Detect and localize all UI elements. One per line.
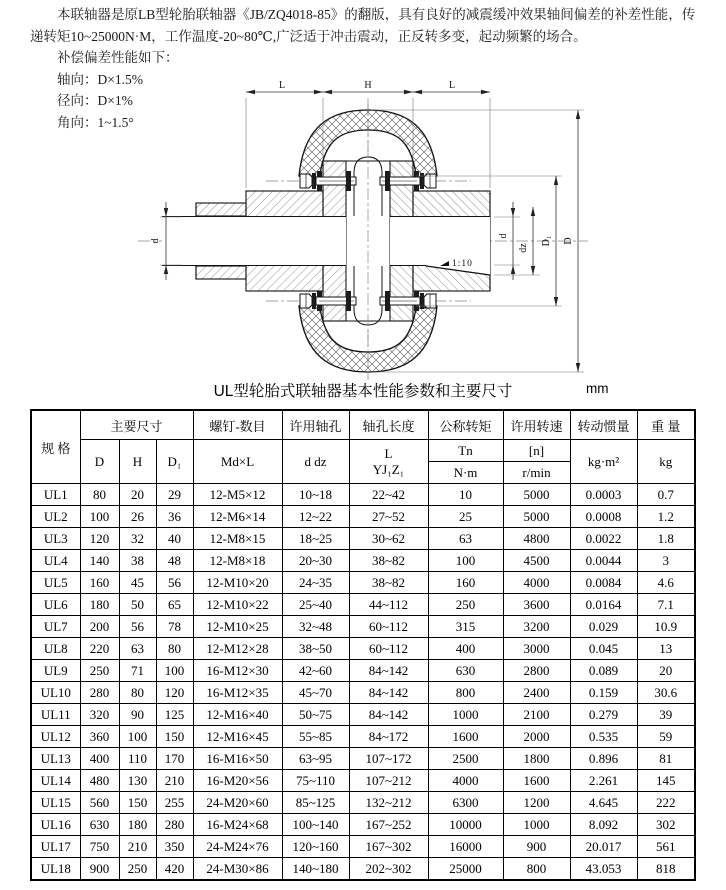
table-cell: 1.2 bbox=[637, 506, 695, 528]
col-h: H bbox=[119, 440, 156, 484]
table-cell: 43.053 bbox=[570, 858, 637, 881]
table-cell: UL3 bbox=[31, 528, 80, 550]
table-cell: 250 bbox=[428, 594, 503, 616]
axial-deviation: 轴向：D×1.5% bbox=[57, 71, 143, 87]
table-cell: 800 bbox=[503, 858, 570, 881]
table-cell: 0.535 bbox=[570, 726, 637, 748]
table-cell: 0.029 bbox=[570, 616, 637, 638]
table-cell: 12~22 bbox=[282, 506, 349, 528]
table-row bbox=[31, 704, 695, 726]
table-cell: 12-M8×18 bbox=[193, 550, 282, 572]
table-row bbox=[31, 572, 695, 594]
table-cell: 38~82 bbox=[349, 572, 428, 594]
table-cell: UL2 bbox=[31, 506, 80, 528]
table-cell: 4000 bbox=[503, 572, 570, 594]
table-cell: 100 bbox=[156, 660, 193, 682]
table-cell: 24-M24×76 bbox=[193, 836, 282, 858]
table-row bbox=[31, 792, 695, 814]
table-cell: 1200 bbox=[503, 792, 570, 814]
table-cell: 100 bbox=[119, 726, 156, 748]
table-unit: mm bbox=[586, 381, 609, 396]
table-cell: UL17 bbox=[31, 836, 80, 858]
table-cell: 250 bbox=[80, 660, 119, 682]
table-header bbox=[31, 410, 695, 484]
table-cell: 10000 bbox=[428, 814, 503, 836]
table-cell: 210 bbox=[156, 770, 193, 792]
table-cell: 16000 bbox=[428, 836, 503, 858]
table-row bbox=[31, 682, 695, 704]
table-cell: 45~70 bbox=[282, 682, 349, 704]
col-d: D bbox=[80, 440, 119, 484]
table-cell: 84~142 bbox=[349, 660, 428, 682]
table-cell: 280 bbox=[156, 814, 193, 836]
table-cell: UL6 bbox=[31, 594, 80, 616]
col-speed-symbol: [n] bbox=[503, 440, 570, 462]
table-cell: 120 bbox=[156, 682, 193, 704]
table-cell: 75~110 bbox=[282, 770, 349, 792]
table-cell: 0.0022 bbox=[570, 528, 637, 550]
table-cell: UL12 bbox=[31, 726, 80, 748]
col-torque-unit: N·m bbox=[428, 462, 503, 484]
table-cell: 63~95 bbox=[282, 748, 349, 770]
table-cell: 8.092 bbox=[570, 814, 637, 836]
col-bore-length: 轴孔长度 bbox=[349, 410, 428, 440]
angular-deviation: 角向：1~1.5° bbox=[57, 114, 134, 130]
table-cell: 60~112 bbox=[349, 616, 428, 638]
table-cell: 44~112 bbox=[349, 594, 428, 616]
dim-label-l-left: L bbox=[278, 80, 286, 91]
table-cell: 3200 bbox=[503, 616, 570, 638]
table-cell: 80 bbox=[119, 682, 156, 704]
table-cell: 160 bbox=[80, 572, 119, 594]
table-cell: 30~62 bbox=[349, 528, 428, 550]
dim-label-d-outer: D bbox=[563, 237, 574, 245]
table-cell: 2100 bbox=[503, 704, 570, 726]
table-cell: 80 bbox=[80, 484, 119, 506]
dim-label-d1: D₁ bbox=[541, 235, 552, 247]
table-row bbox=[31, 770, 695, 792]
dim-label-d-left: d bbox=[150, 238, 161, 244]
table-cell: UL11 bbox=[31, 704, 80, 726]
table-body bbox=[31, 484, 695, 881]
table-cell: 360 bbox=[80, 726, 119, 748]
col-bore-sub: d dz bbox=[282, 440, 349, 484]
table-cell: 200 bbox=[80, 616, 119, 638]
col-screws-sub: Md×L bbox=[193, 440, 282, 484]
table-cell: 3 bbox=[637, 550, 695, 572]
dim-label-l-right: L bbox=[448, 80, 456, 91]
table-cell: 420 bbox=[156, 858, 193, 881]
table-row bbox=[31, 836, 695, 858]
table-cell: 10 bbox=[428, 484, 503, 506]
table-cell: 160 bbox=[428, 572, 503, 594]
table-cell: 26 bbox=[119, 506, 156, 528]
table-cell: 150 bbox=[156, 726, 193, 748]
table-cell: 16-M16×50 bbox=[193, 748, 282, 770]
table-cell: 560 bbox=[80, 792, 119, 814]
table-cell: 25 bbox=[428, 506, 503, 528]
table-row bbox=[31, 528, 695, 550]
dim-label-dz: dz bbox=[518, 243, 529, 253]
table-cell: 1.8 bbox=[637, 528, 695, 550]
bore-length-types: YJ₁Z₁ bbox=[372, 461, 405, 477]
table-cell: UL8 bbox=[31, 638, 80, 660]
table-cell: 90 bbox=[119, 704, 156, 726]
table-cell: 12-M10×22 bbox=[193, 594, 282, 616]
table-cell: 167~302 bbox=[349, 836, 428, 858]
table-cell: 4800 bbox=[503, 528, 570, 550]
col-bore-length-sub bbox=[349, 440, 428, 484]
col-inertia-unit: kg·m² bbox=[570, 440, 637, 484]
col-inertia: 转动惯量 bbox=[570, 410, 637, 440]
table-cell: 25000 bbox=[428, 858, 503, 881]
table-cell: 3600 bbox=[503, 594, 570, 616]
table-cell: 4.6 bbox=[637, 572, 695, 594]
table-row bbox=[31, 506, 695, 528]
table-cell: 50~75 bbox=[282, 704, 349, 726]
table-cell: 0.0084 bbox=[570, 572, 637, 594]
table-row bbox=[31, 858, 695, 881]
table-row bbox=[31, 726, 695, 748]
table-cell: 12-M5×12 bbox=[193, 484, 282, 506]
table-cell: 120 bbox=[80, 528, 119, 550]
table-cell: 302 bbox=[637, 814, 695, 836]
table-cell: 50 bbox=[119, 594, 156, 616]
table-title: UL型轮胎式联轴器基本性能参数和主要尺寸 bbox=[213, 383, 513, 400]
table-cell: 56 bbox=[156, 572, 193, 594]
table-cell: 4000 bbox=[428, 770, 503, 792]
table-cell: 13 bbox=[637, 638, 695, 660]
table-cell: 0.0164 bbox=[570, 594, 637, 616]
table-cell: 900 bbox=[503, 836, 570, 858]
table-title-row bbox=[0, 379, 726, 403]
table-cell: 4.645 bbox=[570, 792, 637, 814]
table-cell: 350 bbox=[156, 836, 193, 858]
table-cell: 85~125 bbox=[282, 792, 349, 814]
table-cell: 38 bbox=[119, 550, 156, 572]
table-cell: 27~52 bbox=[349, 506, 428, 528]
table-cell: 0.089 bbox=[570, 660, 637, 682]
table-cell: 81 bbox=[637, 748, 695, 770]
table-cell: UL1 bbox=[31, 484, 80, 506]
table-cell: UL10 bbox=[31, 682, 80, 704]
table-cell: 63 bbox=[119, 638, 156, 660]
taper-label: 1:10 bbox=[452, 259, 473, 269]
table-cell: 630 bbox=[80, 814, 119, 836]
col-speed-unit: r/min bbox=[503, 462, 570, 484]
table-cell: 2500 bbox=[428, 748, 503, 770]
table-cell: 16-M24×68 bbox=[193, 814, 282, 836]
table-cell: 40 bbox=[156, 528, 193, 550]
coupling-diagram bbox=[116, 76, 598, 382]
table-cell: 16-M12×35 bbox=[193, 682, 282, 704]
table-cell: 400 bbox=[428, 638, 503, 660]
table-row bbox=[31, 660, 695, 682]
intro-paragraph: 本联轴器是原LB型轮胎联轴器《JB/ZQ4018-85》的翻版，具有良好的减震缓冲效果轴间偏差的补差性能，传递转矩10~25000N·M，工作温度-20~80℃,广泛适于冲击震动，正反转多变，起动频繁的场合。 bbox=[30, 7, 696, 44]
table-cell: 20.017 bbox=[570, 836, 637, 858]
table-cell: 45 bbox=[119, 572, 156, 594]
col-weight-unit: kg bbox=[637, 440, 695, 484]
table-cell: UL4 bbox=[31, 550, 80, 572]
intro-subtitle: 补偿偏差性能如下： bbox=[57, 50, 179, 65]
table-cell: 1600 bbox=[503, 770, 570, 792]
table-cell: 0.045 bbox=[570, 638, 637, 660]
table-cell: 222 bbox=[637, 792, 695, 814]
table-cell: 12-M12×28 bbox=[193, 638, 282, 660]
table-cell: 150 bbox=[119, 792, 156, 814]
table-cell: 84~142 bbox=[349, 704, 428, 726]
table-cell: 5000 bbox=[503, 506, 570, 528]
table-cell: 220 bbox=[80, 638, 119, 660]
table-cell: 18~25 bbox=[282, 528, 349, 550]
table-cell: 167~252 bbox=[349, 814, 428, 836]
table-cell: 0.0003 bbox=[570, 484, 637, 506]
table-wrapper bbox=[30, 409, 696, 881]
table-cell: 1800 bbox=[503, 748, 570, 770]
table-row bbox=[31, 550, 695, 572]
table-cell: 48 bbox=[156, 550, 193, 572]
bore-length-symbol: L bbox=[384, 445, 393, 461]
table-cell: 20 bbox=[637, 660, 695, 682]
table-row bbox=[31, 748, 695, 770]
table-cell: 107~212 bbox=[349, 770, 428, 792]
table-cell: 1000 bbox=[428, 704, 503, 726]
table-cell: 39 bbox=[637, 704, 695, 726]
table-cell: 16-M12×30 bbox=[193, 660, 282, 682]
table-cell: 63 bbox=[428, 528, 503, 550]
table-cell: 900 bbox=[80, 858, 119, 881]
table-cell: UL15 bbox=[31, 792, 80, 814]
table-cell: 12-M6×14 bbox=[193, 506, 282, 528]
table-cell: 400 bbox=[80, 748, 119, 770]
table-row bbox=[31, 616, 695, 638]
table-cell: 84~142 bbox=[349, 682, 428, 704]
table-cell: 12-M10×25 bbox=[193, 616, 282, 638]
table-cell: 12-M16×40 bbox=[193, 704, 282, 726]
table-cell: 320 bbox=[80, 704, 119, 726]
table-cell: 24-M30×86 bbox=[193, 858, 282, 881]
table-cell: 78 bbox=[156, 616, 193, 638]
table-cell: 12-M10×20 bbox=[193, 572, 282, 594]
table-cell: 24~35 bbox=[282, 572, 349, 594]
table-cell: 130 bbox=[119, 770, 156, 792]
table-row bbox=[31, 594, 695, 616]
table-cell: 36 bbox=[156, 506, 193, 528]
table-cell: UL14 bbox=[31, 770, 80, 792]
table-cell: 315 bbox=[428, 616, 503, 638]
table-cell: 16-M20×56 bbox=[193, 770, 282, 792]
table-cell: 42~60 bbox=[282, 660, 349, 682]
table-cell: 59 bbox=[637, 726, 695, 748]
table-cell: 2400 bbox=[503, 682, 570, 704]
table-cell: 0.279 bbox=[570, 704, 637, 726]
table-cell: 255 bbox=[156, 792, 193, 814]
table-cell: 38~50 bbox=[282, 638, 349, 660]
table-cell: 100 bbox=[428, 550, 503, 572]
table-cell: 25~40 bbox=[282, 594, 349, 616]
table-cell: 202~302 bbox=[349, 858, 428, 881]
dim-label-h: H bbox=[364, 80, 372, 91]
table-cell: 12-M8×15 bbox=[193, 528, 282, 550]
table-cell: 22~42 bbox=[349, 484, 428, 506]
table-cell: 32 bbox=[119, 528, 156, 550]
table-cell: 55~85 bbox=[282, 726, 349, 748]
table-cell: 145 bbox=[637, 770, 695, 792]
table-cell: 180 bbox=[80, 594, 119, 616]
table-cell: 100~140 bbox=[282, 814, 349, 836]
table-cell: 10~18 bbox=[282, 484, 349, 506]
table-cell: 250 bbox=[119, 858, 156, 881]
table-cell: 750 bbox=[80, 836, 119, 858]
table-cell: 1600 bbox=[428, 726, 503, 748]
table-cell: 280 bbox=[80, 682, 119, 704]
table-cell: 38~82 bbox=[349, 550, 428, 572]
table-cell: 210 bbox=[119, 836, 156, 858]
table-cell: 20~30 bbox=[282, 550, 349, 572]
table-cell: 80 bbox=[156, 638, 193, 660]
table-cell: 140 bbox=[80, 550, 119, 572]
table-cell: 12-M16×45 bbox=[193, 726, 282, 748]
table-cell: 2800 bbox=[503, 660, 570, 682]
table-cell: 1000 bbox=[503, 814, 570, 836]
table-cell: UL18 bbox=[31, 858, 80, 881]
table-cell: 0.0008 bbox=[570, 506, 637, 528]
dim-label-d-right: d bbox=[498, 233, 509, 239]
table-cell: 0.0044 bbox=[570, 550, 637, 572]
table-cell: 140~180 bbox=[282, 858, 349, 881]
table-cell: 0.7 bbox=[637, 484, 695, 506]
table-cell: 20 bbox=[119, 484, 156, 506]
table-cell: 800 bbox=[428, 682, 503, 704]
table-cell: 84~172 bbox=[349, 726, 428, 748]
table-cell: 0.896 bbox=[570, 748, 637, 770]
table-cell: 7.1 bbox=[637, 594, 695, 616]
table-cell: 818 bbox=[637, 858, 695, 881]
table-cell: 5000 bbox=[503, 484, 570, 506]
col-torque: 公称转矩 bbox=[428, 410, 503, 440]
table-cell: 125 bbox=[156, 704, 193, 726]
table-cell: 170 bbox=[156, 748, 193, 770]
table-cell: 24-M20×60 bbox=[193, 792, 282, 814]
table-row bbox=[31, 638, 695, 660]
table-cell: 56 bbox=[119, 616, 156, 638]
table-cell: UL5 bbox=[31, 572, 80, 594]
table-cell: 4500 bbox=[503, 550, 570, 572]
col-screws: 螺钉-数目 bbox=[193, 410, 282, 440]
table-cell: 180 bbox=[119, 814, 156, 836]
table-cell: 132~212 bbox=[349, 792, 428, 814]
table-cell: 2000 bbox=[503, 726, 570, 748]
table-cell: 561 bbox=[637, 836, 695, 858]
col-bore: 许用轴孔 bbox=[282, 410, 349, 440]
table-row bbox=[31, 814, 695, 836]
table-cell: 71 bbox=[119, 660, 156, 682]
table-cell: UL9 bbox=[31, 660, 80, 682]
table-cell: 110 bbox=[119, 748, 156, 770]
table-cell: 30.6 bbox=[637, 682, 695, 704]
table-cell: 32~48 bbox=[282, 616, 349, 638]
table-cell: 60~112 bbox=[349, 638, 428, 660]
table-cell: 0.159 bbox=[570, 682, 637, 704]
col-weight: 重 量 bbox=[637, 410, 695, 440]
col-speed: 许用转速 bbox=[503, 410, 570, 440]
table-cell: 630 bbox=[428, 660, 503, 682]
table-cell: UL7 bbox=[31, 616, 80, 638]
table-row bbox=[31, 484, 695, 506]
table-cell: 120~160 bbox=[282, 836, 349, 858]
col-torque-symbol: Tn bbox=[428, 440, 503, 462]
spec-table bbox=[30, 409, 696, 881]
table-cell: 65 bbox=[156, 594, 193, 616]
col-spec: 规 格 bbox=[31, 410, 80, 484]
table-cell: 29 bbox=[156, 484, 193, 506]
col-d1: D₁ bbox=[156, 440, 193, 484]
table-cell: 2.261 bbox=[570, 770, 637, 792]
table-cell: 107~172 bbox=[349, 748, 428, 770]
table-cell: UL13 bbox=[31, 748, 80, 770]
table-cell: 10.9 bbox=[637, 616, 695, 638]
table-cell: 100 bbox=[80, 506, 119, 528]
radial-deviation: 径向：D×1% bbox=[57, 93, 133, 108]
table-cell: UL16 bbox=[31, 814, 80, 836]
table-cell: 6300 bbox=[428, 792, 503, 814]
col-main-dims: 主要尺寸 bbox=[80, 410, 193, 440]
table-cell: 3000 bbox=[503, 638, 570, 660]
table-cell: 480 bbox=[80, 770, 119, 792]
